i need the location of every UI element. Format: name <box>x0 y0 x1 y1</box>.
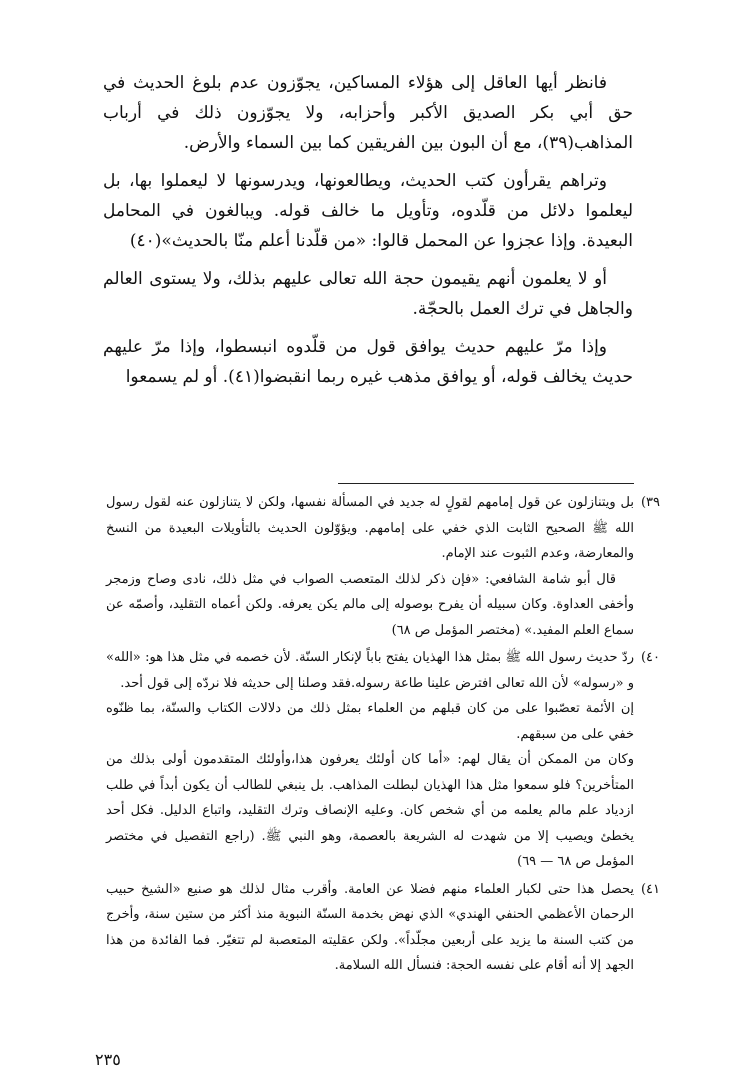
footnote-number: ٤٠) <box>640 650 660 665</box>
footnote-40 <box>106 645 660 875</box>
footnotes <box>106 490 660 981</box>
body-paragraph: أو لا يعلمون أنهم يقيمون حجة الله تعالى عليهم بذلك، ولا يستوى العالم والجاهل في ترك العمل بالحجّة. <box>103 269 633 319</box>
page-number: ٢٣٥ <box>95 1050 121 1069</box>
body-paragraph: وتراهم يقرأون كتب الحديث، ويطالعونها، ويدرسونها لا ليعملوا بها، بل ليعلموا دلائل من قلّدوه، وتأويل ما خالف قوله. ويبالغون في المحامل البعيدة. وإذا عجزوا عن المحمل قالوا: «من قلّدنا أعلم منّا بالحديث»(٤٠) <box>103 171 633 251</box>
footnote-paragraph: قال أبو شامة الشافعي: «فإن ذكر لذلك المتعصب الصواب في مثل ذلك، نادى وصاح وزمجر وأخفى العداوة. وكان سبيله أن يفرح بوصوله إلى مالم يكن يعرفه. ولكن أعماه التقليد، وأصمّه عن سماع العلم المفيد.» (مختصر المؤمل ص ٦٨) <box>106 571 634 638</box>
body-paragraph: وإذا مرّ عليهم حديث يوافق قول من قلّدوه انبسطوا، وإذا مرّ عليهم حديث يخالف قوله، أو يوافق مذهب غيره ربما انقبضوا(٤١). أو لم يسمعوا <box>103 337 633 387</box>
footnote-41 <box>106 877 660 979</box>
main-text <box>103 68 633 400</box>
body-paragraph: فانظر أيها العاقل إلى هؤلاء المساكين، يجوّزون عدم بلوغ الحديث في حق أبي بكر الصديق الأكبر وأحزابه، ولا يجوّزون ذلك في أرباب المذاهب(٣٩)، مع أن البون بين الفريقين كما بين السماء والأرض. <box>103 73 633 153</box>
footnote-number: ٤١) <box>640 881 660 897</box>
footnote-paragraph: ردّ حديث رسول الله ﷺ بمثل هذا الهذيان يفتح باباً لإنكار السنّة. لأن خصمه في مثل هذا هو: «الله» و «رسوله» لأن الله تعالى افترض علينا طاعة رسوله.فقد وصلنا إلى حديثه فلا نردّه إلى قول أحد. <box>106 650 634 691</box>
footnote-39 <box>106 490 660 643</box>
footnote-paragraph: بل ويتنازلون عن قول إمامهم لقولٍ له جديد في المسألة نفسها، ولكن لا يتنازلون عنه لقول رسول الله ﷺ الصحيح الثابت الذي خفي على إمامهم. ويؤوّلون الحديث بالتأويلات البعيدة من النسخ والمعارضة، وعدم الثبوت عند الإمام. <box>106 495 634 561</box>
footnote-paragraph: إن الأئمة تعصّبوا على من كان قبلهم من العلماء بمثل ذلك من دلالات الكتاب والسنّة، بما ظنّوه خفي على من سبقهم. <box>106 701 634 742</box>
footnote-divider <box>338 483 634 484</box>
footnote-paragraph: يحصل هذا حتى لكبار العلماء منهم فضلا عن العامة. وأقرب مثال لذلك هو صنيع «الشيخ حبيب الرحمان الأعظمي الحنفي الهندي» الذي نهض بخدمة السنّة النبوية منذ أكثر من ستين سنة، وأخرج من كتب السنة ما يزيد على أربعين مجلّداً». ولكن عقليته المتعصبة لم تتغيّر. فما الفائدة من هذا الجهد إلا أنه أقام على نفسه الحجة: فنسأل الله السلامة. <box>106 881 634 973</box>
footnote-paragraph: وكان من الممكن أن يقال لهم: «أما كان أولئك يعرفون هذا،وأولئك المتقدمون أولى بذلك من المتأخرين؟ فلو سمعوا مثل هذا الهذيان لبطلت المذاهب. بل ينبغي للطالب أن يكون أبداً في طلب ازدياد علم مالم يعلمه من أي شخص كان. وعليه الإنصاف وترك التقليد، واتباع الدليل. فكل أحد يخطئ ويصيب إلا من شهدت له الشريعة بالعصمة، وهو النبي ﷺ. (راجع التفصيل في مختصر المؤمل ص ٦٨ — ٦٩) <box>106 752 634 869</box>
footnote-number: ٣٩) <box>640 495 660 510</box>
